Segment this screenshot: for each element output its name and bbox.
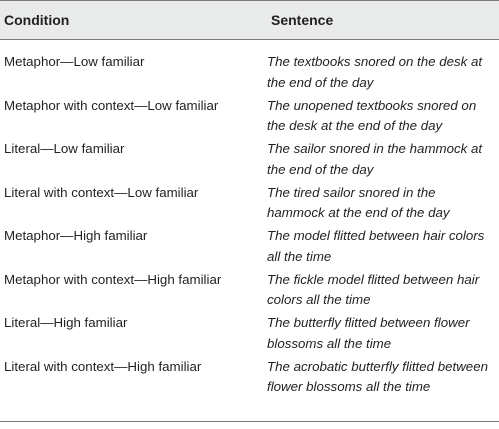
condition-cell: Metaphor with context—High familiar xyxy=(4,271,222,287)
sentence-cell: The butterfly flitted between flower blossoms all the time xyxy=(267,315,470,351)
condition-cell: Metaphor with context—Low familiar xyxy=(4,97,219,113)
condition-cell: Metaphor—High familiar xyxy=(4,228,148,243)
table-row xyxy=(0,96,499,140)
sentence-cell: The fickle model flitted between hair colors all the time xyxy=(267,271,480,307)
table-row xyxy=(0,357,499,419)
sentence-cell: The tired sailor snored in the hammock at the end of the day xyxy=(267,184,450,220)
table-row xyxy=(0,313,499,357)
sentence-cell: The textbooks snored on the desk at the end of the day xyxy=(267,54,483,90)
table-body xyxy=(0,52,499,419)
table-row xyxy=(0,270,499,314)
table-row xyxy=(0,226,499,270)
sentence-cell: The sailor snored in the hammock at the end of the day xyxy=(267,141,483,177)
sentence-cell: The model flitted between hair colors all the time xyxy=(267,228,485,264)
table-row xyxy=(0,183,499,227)
header-condition: Condition xyxy=(4,12,70,28)
table-row xyxy=(0,139,499,183)
condition-cell: Literal with context—High familiar xyxy=(4,358,202,374)
table-row xyxy=(0,52,499,96)
condition-cell: Literal—Low familiar xyxy=(4,141,125,156)
table-header-row xyxy=(0,0,499,40)
condition-cell: Literal—High familiar xyxy=(4,315,128,330)
header-sentence: Sentence xyxy=(271,12,334,28)
condition-cell: Literal with context—Low familiar xyxy=(4,184,199,200)
sentence-cell: The unopened textbooks snored on the desk at the end of the day xyxy=(267,97,477,133)
condition-cell: Metaphor—Low familiar xyxy=(4,54,145,69)
table-bottom-rule xyxy=(0,421,499,422)
sentence-cell: The acrobatic butterfly flitted between flower blossoms all the time xyxy=(267,358,488,394)
